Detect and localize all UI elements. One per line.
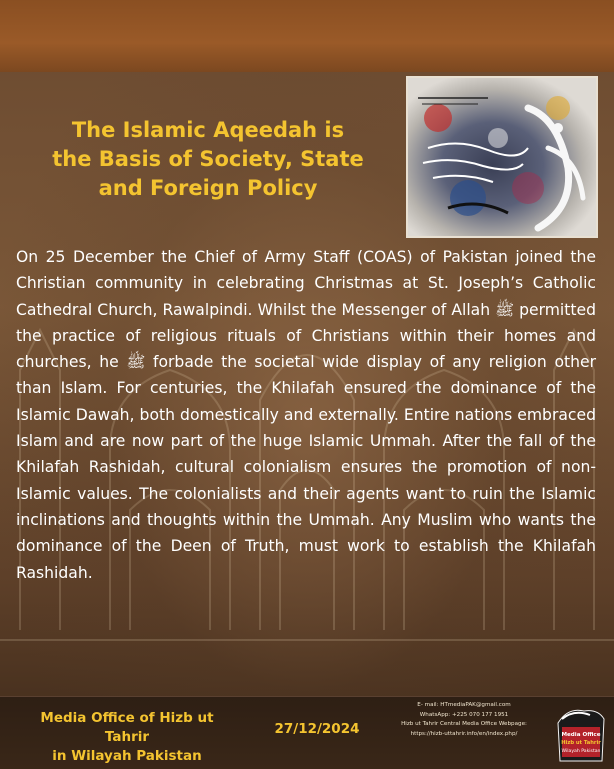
statement-body: On 25 December the Chief of Army Staff (COAS) of Pakistan joined the Christian community in celebrating Christmas at St. Joseph’s Catholic Cathedral Church, Rawalpindi. Whilst the Messenger of Allah ﷺ permitted the practice of religious rituals of Christians within their homes and churches, he ﷺ forbade the societal wide display of any religion other than Islam. For centuries, the Khilafah ensured the dominance of the Islamic Dawah, both domestically and externally. Entire nations embraced Islam and are now part of the huge Islamic Ummah. After the fall of the Khilafah Rashidah, cultural colonialism ensures the promotion of non-Islamic values. The colonialists and their agents want to ruin the Islamic inclinations and thoughts within the Ummah. Any Muslim who wants the dominance of the Deen of Truth, must work to establish the Khilafah Rashidah. <box>16 248 596 582</box>
title-line: and Foreign Policy <box>98 176 318 200</box>
logo-text-line: Wilayah Pakistan <box>561 749 601 754</box>
contact-info <box>376 701 552 739</box>
media-office-name <box>22 709 232 766</box>
contact-email: E- mail: HTmediaPAK@gmail.com <box>417 702 511 708</box>
footer <box>0 696 614 769</box>
calligraphy-artwork <box>406 76 598 238</box>
title-line: the Basis of Society, State <box>52 147 364 171</box>
office-line: Media Office of Hizb ut Tahrir <box>40 710 214 745</box>
logo-text-line: Media Office <box>561 732 601 738</box>
arabic-calligraphy-artwork-icon <box>408 78 596 236</box>
logo-text-line: Hizb ut Tahrir <box>561 740 601 746</box>
media-office-logo-icon <box>554 705 608 763</box>
contact-whatsapp: WhatsApp: +225 070 177 1951 <box>419 711 509 718</box>
poster-title <box>28 116 388 203</box>
office-line: in Wilayah Pakistan <box>52 748 202 764</box>
contact-webpage-label: Hizb ut Tahrir Central Media Office Webpage: <box>401 721 527 728</box>
top-band <box>0 0 614 72</box>
title-line: The Islamic Aqeedah is <box>71 118 345 142</box>
release-date: 27/12/2024 <box>274 721 360 737</box>
contact-webpage-url: https://hizb-uttahrir.info/en/index.php/ <box>410 730 518 737</box>
